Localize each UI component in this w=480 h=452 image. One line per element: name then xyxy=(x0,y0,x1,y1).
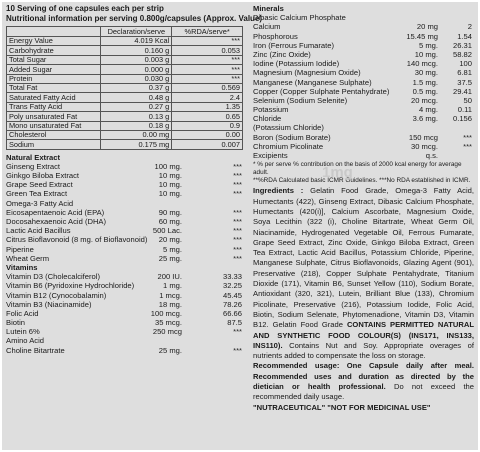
list-item xyxy=(6,336,244,345)
nutrient-name: Poly unsaturated Fat xyxy=(7,112,101,121)
nutrition-header-row xyxy=(7,27,243,37)
nutrition-row xyxy=(7,112,243,121)
list-item xyxy=(6,189,244,198)
list-item xyxy=(6,346,244,355)
item-name: Iodine (Potassium Iodide) xyxy=(253,59,340,69)
list-item xyxy=(253,78,474,87)
list-item xyxy=(253,22,474,31)
nutrition-row xyxy=(7,83,243,92)
item-rda: *** xyxy=(233,217,242,226)
nutrient-name: Sodium xyxy=(7,140,101,149)
nutrition-row xyxy=(7,65,243,74)
item-rda: *** xyxy=(233,327,242,337)
list-item xyxy=(253,96,474,105)
nutrition-row xyxy=(7,37,243,46)
nutrient-rda: 0.569 xyxy=(172,83,243,92)
item-rda: 2 xyxy=(467,22,472,32)
item-name: Eicosapentaenoic Acid (EPA) xyxy=(6,207,105,217)
item-rda: 0.156 xyxy=(452,114,472,124)
minerals-list xyxy=(253,4,474,160)
item-name: Lutein 6% xyxy=(6,327,40,337)
item-name: Vitamin B3 (Niacinamide) xyxy=(6,299,92,309)
item-amount: 10 mg. xyxy=(158,180,182,190)
right-column xyxy=(253,4,474,413)
item-amount: q.s. xyxy=(425,151,438,160)
item-name: Iron (Ferrous Fumarate) xyxy=(253,40,335,50)
item-rda: 32.25 xyxy=(222,281,242,291)
item-name: Piperine xyxy=(6,244,34,254)
nutrition-row xyxy=(7,102,243,111)
footnote-rda: * % per serve % contribution on the basis of 2000 kcal energy for average adult. xyxy=(253,161,462,176)
item-name: Folic Acid xyxy=(6,308,39,318)
nutrition-row xyxy=(7,140,243,149)
nutrient-declaration: 0.48 g xyxy=(101,93,172,102)
item-name: Manganese (Manganese Sulphate) xyxy=(253,77,372,87)
item-name: Boron (Sodium Borate) xyxy=(253,132,331,142)
item-amount: 100 mg. xyxy=(154,161,182,171)
list-item xyxy=(253,133,474,142)
item-name: Ginkgo Biloba Extract xyxy=(6,171,80,181)
list-item xyxy=(6,199,244,208)
section-heading xyxy=(253,4,474,13)
section-heading-label: Minerals xyxy=(253,4,284,13)
nutrient-rda: 0.9 xyxy=(172,121,243,130)
item-rda: 45.45 xyxy=(222,290,242,300)
item-name: Vitamin D3 (Cholecalciferol) xyxy=(6,272,100,282)
nutrient-declaration: 0.160 g xyxy=(101,46,172,55)
nutrient-name: Total Fat xyxy=(7,83,101,92)
list-item xyxy=(6,281,244,290)
item-name: Potassium xyxy=(253,105,289,115)
item-amount: 5 mg. xyxy=(163,244,182,254)
list-item xyxy=(6,318,244,327)
item-rda: 58.82 xyxy=(452,49,472,59)
list-item xyxy=(253,41,474,50)
nutrient-name: Total Sugar xyxy=(7,55,101,64)
item-name: Calcium xyxy=(253,22,281,32)
item-amount: 20 mg xyxy=(416,22,438,32)
item-name: Dibasic Calcium Phosphate xyxy=(253,13,346,23)
list-item xyxy=(6,300,244,309)
item-rda: *** xyxy=(233,180,242,190)
section-heading-label: Vitamins xyxy=(6,262,38,272)
nutrient-declaration: 0.13 g xyxy=(101,112,172,121)
nutrient-rda: 0.053 xyxy=(172,46,243,55)
list-item xyxy=(253,32,474,41)
list-item xyxy=(6,327,244,336)
list-item xyxy=(253,87,474,96)
nutrient-declaration: 0.003 g xyxy=(101,55,172,64)
item-amount: 20 mg. xyxy=(158,235,182,245)
item-amount: 0.5 mg. xyxy=(412,86,438,96)
item-name: Citrus Bioflavonoid (8 mg. of Bioflavonoid) xyxy=(6,235,148,245)
item-amount: 25 mg. xyxy=(158,253,182,263)
list-item xyxy=(253,105,474,114)
item-name: Amino Acid xyxy=(6,336,44,346)
item-name: Vitamin B12 (Cynocobalamin) xyxy=(6,290,107,300)
left-column xyxy=(6,4,263,355)
label-panel xyxy=(2,2,478,450)
nutrient-rda: 1.35 xyxy=(172,102,243,111)
item-amount: 20 mcg. xyxy=(410,95,438,105)
list-item xyxy=(6,217,244,226)
item-rda: 87.5 xyxy=(227,318,242,328)
nutrient-rda: *** xyxy=(172,74,243,83)
section-heading xyxy=(6,263,244,272)
item-amount: 250 mcg xyxy=(152,327,182,337)
item-rda: *** xyxy=(463,132,472,142)
list-item xyxy=(6,180,244,189)
item-amount: 500 Lac. xyxy=(152,226,182,236)
item-amount: 100 mcg. xyxy=(150,308,182,318)
nutrient-declaration: 0.175 mg xyxy=(101,140,172,149)
nutrient-rda: *** xyxy=(172,55,243,64)
nutrient-name: Added Sugar xyxy=(7,65,101,74)
footnote-icmr: **%RDA Calculated basic ICMR Guidelines. ***No RDA established in ICMR. xyxy=(253,177,471,184)
ingredients-text: Ingredients : Gelatin Food Grade, Omega-3 Fatty Acid, Humectants (422), Ginseng Extract, Dibasic Calcium Phosphate, Humectants (420(i)], Calcium Ascorbate, Magnesium Oxide, Soya Lecithin (322 (i), Choline Bitartrate, Wheat Germ Oil, Niacinamide, Hydrogenated Vegetable Oil, Ferrous Fumarate, Grape Seed Extract, Zinc Oxide, Ginkgo Biloba Extract, Green Tea Extract, Lactic Acid Bacillus, Potassium Chloride, Piperine, Manganese Sulphate, Citrus Bioflavonoids, Glazing Agent (901), Preservative (218), Copper Sulphate Pentahydrate, Titanium Dioxide (171), Vitamin B6, Sunset Yellow (110), Sodium Borate, Antioxidant (320, 321), Lutein, Brilliant Blue (133), Chromium Picolinate, Preservative (216), Potassium Iodide, Folic Acid, Biotin, Sodium Selenate, Phytomenadione, Vitamin D3, Vitamin B12. Gelatin Food Grade CONTAINS PERMITTED NATURAL AND SYNTHETIC FOOD COLOUR(S) (INS171, INS133, INS110). Contains Nut and Soy. Appropriate overages of nutrients added to compensate the loss on storage. Recommended usage: One Capsule daily after meal. Recommended uses and duration as directed by the dietician or health professional. Do not exceed the recommended daily usage. "NUTRACEUTICAL" "NOT FOR MEDICINAL USE" xyxy=(253,186,474,412)
item-rda: *** xyxy=(233,244,242,254)
header-rda: %RDA/serve* xyxy=(172,27,243,37)
item-amount: 150 mcg xyxy=(408,132,438,142)
item-amount: 25 mg. xyxy=(158,345,182,355)
item-name: Chloride xyxy=(253,114,282,124)
item-amount: 1 mg. xyxy=(163,281,182,291)
list-item xyxy=(6,291,244,300)
item-name: (Potassium Chloride) xyxy=(253,123,324,133)
item-rda: 29.41 xyxy=(452,86,472,96)
nutrient-name: Saturated Fatty Acid xyxy=(7,93,101,102)
nutrition-table xyxy=(6,26,243,150)
nutrient-name: Carbohydrate xyxy=(7,46,101,55)
nutrition-title: Nutritional information per serving 0.800g/capsules (Approx. Value) xyxy=(6,14,263,23)
header-declaration: Declaration/serve xyxy=(101,27,172,37)
list-item xyxy=(6,171,244,180)
item-name: Ginseng Extract xyxy=(6,161,61,171)
nutrient-declaration: 0.030 g xyxy=(101,74,172,83)
watermark-logo: 1mg xyxy=(322,164,353,181)
list-item xyxy=(253,13,474,22)
list-item xyxy=(6,245,244,254)
item-rda: *** xyxy=(463,141,472,151)
item-name: Choline Bitartrate xyxy=(6,345,65,355)
item-name: Omega-3 Fatty Acid xyxy=(6,198,74,208)
list-item xyxy=(253,50,474,59)
nutrient-declaration: 0.00 mg xyxy=(101,130,172,139)
item-rda: *** xyxy=(233,235,242,245)
item-name: Zinc (Zinc Oxide) xyxy=(253,49,311,59)
item-name: Vitamin B6 (Pyridoxine Hydrochloride) xyxy=(6,281,135,291)
list-item xyxy=(253,123,474,132)
item-rda: 6.81 xyxy=(457,68,472,78)
item-rda: 66.66 xyxy=(222,308,242,318)
item-rda: *** xyxy=(233,189,242,199)
list-item xyxy=(6,235,244,244)
section-heading-label: Natural Extract xyxy=(6,152,61,162)
item-rda: *** xyxy=(233,226,242,236)
nutrient-name: Protein xyxy=(7,74,101,83)
item-name: Grape Seed Extract xyxy=(6,180,73,190)
list-item xyxy=(6,208,244,217)
list-item xyxy=(6,309,244,318)
item-amount: 35 mcg. xyxy=(154,318,182,328)
list-item xyxy=(6,254,244,263)
nutrient-rda: 0.007 xyxy=(172,140,243,149)
list-item xyxy=(253,142,474,151)
list-item xyxy=(253,68,474,77)
nutrient-rda: 0.65 xyxy=(172,112,243,121)
item-amount: 10 mg. xyxy=(158,189,182,199)
nutrient-name: Trans Fatty Acid xyxy=(7,102,101,111)
nutrient-declaration: 0.000 g xyxy=(101,65,172,74)
list-item xyxy=(253,114,474,123)
nutrition-row xyxy=(7,55,243,64)
nutrition-row xyxy=(7,74,243,83)
item-amount: 15.45 mg xyxy=(406,31,438,41)
item-amount: 1.5 mg. xyxy=(412,77,438,87)
nutrient-name: Energy Value xyxy=(7,37,101,46)
nutrient-declaration: 4.019 Kcal xyxy=(101,37,172,46)
item-rda: 78.26 xyxy=(222,299,242,309)
item-name: Selenium (Sodium Selenite) xyxy=(253,95,348,105)
nutrition-row xyxy=(7,130,243,139)
item-amount: 60 mg. xyxy=(158,217,182,226)
item-amount: 30 mg. xyxy=(414,68,438,78)
item-amount: 10 mg. xyxy=(158,171,182,181)
nutrient-declaration: 0.27 g xyxy=(101,102,172,111)
extract-vitamin-list xyxy=(6,153,244,355)
item-rda: 1.54 xyxy=(457,31,472,41)
item-rda: 26.31 xyxy=(452,40,472,50)
nutrient-rda: 2.4 xyxy=(172,93,243,102)
list-item xyxy=(253,59,474,68)
item-amount: 200 IU. xyxy=(157,272,182,282)
nutrition-row xyxy=(7,93,243,102)
nutrition-row xyxy=(7,121,243,130)
serving-title: 10 Serving of one capsules each per strip xyxy=(6,4,164,13)
item-rda: 0.11 xyxy=(457,105,472,115)
item-rda: *** xyxy=(233,207,242,217)
nutrient-name: Mono unsaturated Fat xyxy=(7,121,101,130)
header-nutrient xyxy=(7,27,101,37)
item-rda: 50 xyxy=(463,95,472,105)
item-name: Phosphorous xyxy=(253,31,298,41)
item-amount: 1 mcg. xyxy=(159,290,182,300)
item-rda: 37.5 xyxy=(457,77,472,87)
nutrition-row xyxy=(7,46,243,55)
item-name: Chromium Picolinate xyxy=(253,141,324,151)
item-name: Copper (Copper Sulphate Pentahydrate) xyxy=(253,86,390,96)
item-name: Wheat Germ xyxy=(6,253,50,263)
item-rda: *** xyxy=(233,253,242,263)
item-name: Magnesium (Magnesium Oxide) xyxy=(253,68,361,78)
item-amount: 140 mcg. xyxy=(406,59,438,69)
nutrient-rda: *** xyxy=(172,37,243,46)
list-item xyxy=(6,162,244,171)
nutrient-rda: *** xyxy=(172,65,243,74)
nutrient-name: Cholesterol xyxy=(7,130,101,139)
nutrient-rda: 0.00 xyxy=(172,130,243,139)
item-amount: 5 mg. xyxy=(419,40,438,50)
nutrient-declaration: 0.18 g xyxy=(101,121,172,130)
item-name: Docosahexaenoic Acid (DHA) xyxy=(6,217,107,226)
item-amount: 3.6 mg. xyxy=(412,114,438,124)
item-name: Lactic Acid Bacillus xyxy=(6,226,71,236)
list-item xyxy=(6,226,244,235)
list-item xyxy=(6,272,244,281)
item-amount: 30 mcg. xyxy=(410,141,438,151)
item-amount: 90 mg. xyxy=(158,207,182,217)
item-name: Green Tea Extract xyxy=(6,189,68,199)
item-rda: *** xyxy=(233,171,242,181)
section-heading xyxy=(6,153,244,162)
list-item xyxy=(253,151,474,160)
item-name: Biotin xyxy=(6,318,25,328)
item-amount: 4 mg. xyxy=(419,105,438,115)
item-rda: 33.33 xyxy=(222,272,242,282)
item-amount: 18 mg. xyxy=(158,299,182,309)
item-name: Excipients xyxy=(253,151,288,160)
item-amount: 10 mg. xyxy=(414,49,438,59)
item-rda: *** xyxy=(233,345,242,355)
nutrient-declaration: 0.37 g xyxy=(101,83,172,92)
item-rda: 100 xyxy=(459,59,472,69)
item-rda: *** xyxy=(233,161,242,171)
